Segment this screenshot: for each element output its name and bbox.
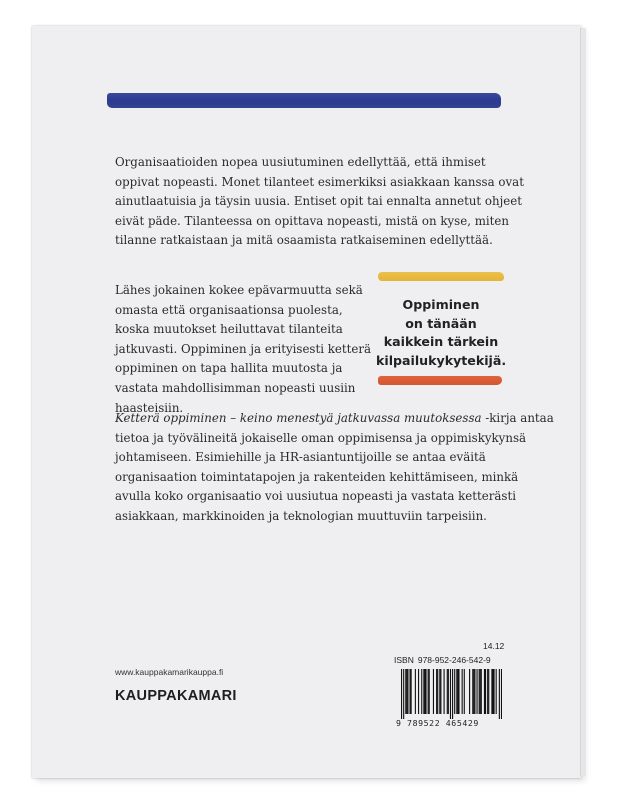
paragraph-line: oppivat nopeasti. Monet tilanteet esimerkiksi asiakkaan kanssa ovat <box>115 174 524 189</box>
barcode-bar <box>447 669 448 714</box>
paragraph-line: oppiminen on tapa hallita muutosta ja <box>115 361 343 376</box>
barcode-bar <box>436 669 437 714</box>
barcode-bar <box>485 669 486 714</box>
barcode-bar <box>501 669 502 719</box>
paragraph-line: organisaation toimintatapojen ja rakenteiden kehittämiseen, minkä <box>115 469 519 484</box>
publisher-logo: KAUPPAKAMARI <box>115 688 237 704</box>
barcode-bar <box>456 669 457 714</box>
paragraph-line: eivät päde. Tilanteessa on opittava nopeasti, mistä on kyse, miten <box>115 213 509 228</box>
blue-brush-stroke <box>107 93 501 108</box>
isbn-number: 978-952-246-542-9 <box>417 655 491 665</box>
paragraph-line: omasta että organisaationsa puolesta, <box>115 302 343 317</box>
intro-paragraph <box>115 153 524 251</box>
price-code: 14.12 <box>483 641 505 651</box>
barcode-bar <box>492 669 493 714</box>
book-title-italic: Ketterä oppiminen – keino menestyä jatkuvassa muutoksessa <box>115 411 482 425</box>
pull-quote-line: kilpailukykytekijä. <box>376 352 507 368</box>
paragraph-line: jatkuvasti. Oppiminen ja erityisesti ketterä <box>115 341 372 356</box>
red-brush-stroke <box>378 376 502 385</box>
barcode-bar <box>462 669 463 714</box>
pull-quote-line: kaikkein tärkein <box>383 334 499 350</box>
barcode-bar <box>464 669 465 714</box>
barcode-bar <box>411 669 412 714</box>
barcode-bar <box>440 669 441 714</box>
publisher-website: www.kauppakamarikauppa.fi <box>115 667 224 677</box>
barcode-bar <box>418 669 419 714</box>
paragraph-line: haasteisiin. <box>115 400 184 415</box>
barcode-bar <box>469 669 470 714</box>
paragraph-line: tilanne ratkaistaan ja mitä osaamista ratkaiseminen edellyttää. <box>115 233 493 248</box>
book-description-paragraph <box>115 409 554 527</box>
barcode-graphic <box>401 669 502 719</box>
paragraph-line: ainutlaatuisia ja täysin uusia. Entiset opit tai ennalta annetut ohjeet <box>115 194 522 209</box>
barcode-bar <box>491 669 492 714</box>
pull-quote-line: on tänään <box>405 315 477 331</box>
barcode-bar <box>454 669 455 714</box>
barcode-digits: 9 789522 465429 <box>396 718 479 728</box>
barcode-bar <box>410 669 411 714</box>
barcode-bar <box>415 669 416 714</box>
paragraph-line: asiakkaan, markkinoiden ja teknologian muuttuviin tarpeisiin. <box>115 508 487 523</box>
barcode-bar <box>421 669 422 714</box>
paragraph-line: koska muutokset heiluttavat tilanteita <box>115 322 343 337</box>
pull-quote <box>376 296 506 370</box>
barcode-bar <box>474 669 475 714</box>
barcode-bar <box>448 669 449 714</box>
barcode-bar <box>423 669 424 714</box>
barcode-bar <box>493 669 494 714</box>
barcode-bar <box>401 669 402 719</box>
barcode-bar <box>406 669 407 714</box>
barcode-bar <box>425 669 426 714</box>
barcode-bar <box>403 669 404 719</box>
barcode-bar <box>424 669 425 714</box>
barcode-bar <box>405 669 406 714</box>
barcode-bar <box>439 669 440 714</box>
isbn-label: ISBN <box>394 655 414 665</box>
barcode-bar <box>444 669 445 714</box>
paragraph-line: vastata mahdollisimman nopeasti uusiin <box>115 380 356 395</box>
paragraph-line: johtamiseen. Esimiehille ja HR-asiantuntijoille se antaa eväitä <box>115 450 486 465</box>
barcode-bar <box>407 669 408 714</box>
barcode-bar <box>499 669 500 719</box>
paragraph-line: tietoa ja työvälineitä jokaiselle oman oppimisensa ja oppimiskykynsä <box>115 430 527 445</box>
barcode-bar <box>452 669 453 719</box>
uncertainty-paragraph <box>115 281 371 418</box>
barcode-bar <box>428 669 429 714</box>
barcode-bar <box>488 669 489 714</box>
pull-quote-line: Oppiminen <box>402 297 480 312</box>
book-title-suffix: -kirja antaa <box>481 411 554 425</box>
barcode-bar <box>458 669 459 714</box>
barcode-bar <box>437 669 438 714</box>
barcode-bar <box>484 669 485 714</box>
isbn-line <box>394 655 495 665</box>
barcode-bar <box>476 669 477 714</box>
barcode-bar <box>479 669 480 714</box>
barcode-bar <box>433 669 434 714</box>
barcode-bar <box>450 669 451 719</box>
barcode-bar <box>480 669 481 714</box>
barcode-bar <box>481 669 482 714</box>
barcode-bar <box>496 669 497 714</box>
barcode-bar <box>473 669 474 714</box>
yellow-brush-stroke <box>378 272 504 281</box>
barcode-bar <box>487 669 488 714</box>
book-back-cover <box>32 26 581 778</box>
barcode-bar <box>429 669 430 714</box>
paragraph-line: Lähes jokainen kokee epävarmuutta sekä <box>115 283 363 297</box>
paragraph-line: avulla koko organisaatio voi uusiutua nopeasti ja vastata ketterästi <box>115 489 516 504</box>
barcode-bar <box>457 669 458 714</box>
paragraph-line: Organisaatioiden nopea uusiutuminen edellyttää, että ihmiset <box>115 155 486 169</box>
paragraph-line <box>115 409 554 429</box>
barcode-bar <box>472 669 473 714</box>
